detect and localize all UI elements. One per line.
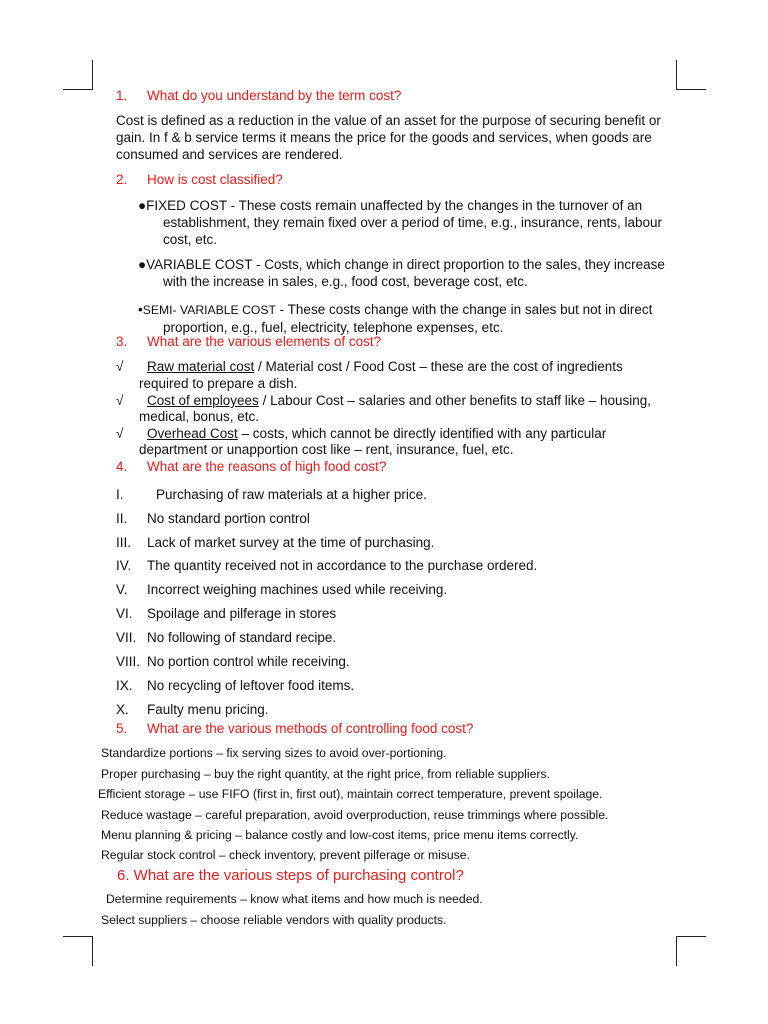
reason-text: Purchasing of raw materials at a higher price. [156, 487, 427, 502]
roman-numeral: I. [116, 487, 124, 502]
element-term: Overhead Cost [147, 426, 238, 441]
question-1-answer: Cost is defined as a reduction in the value of an asset for the purpose of securing benefit or gain. In f & b service terms it means the price for the goods and services, when goods are consumed and services are rendered. [116, 113, 661, 162]
roman-numeral: VIII. [116, 654, 141, 669]
check-mark-icon: √ [116, 426, 124, 441]
bullet-icon: ● [138, 198, 147, 213]
check-mark-icon: √ [116, 359, 124, 374]
roman-numeral: III. [116, 535, 132, 550]
element-line-1 [147, 359, 623, 374]
element-line-1 [147, 393, 651, 408]
reason-text: No portion control while receiving. [147, 654, 350, 669]
reason-text: Faulty menu pricing. [147, 702, 269, 717]
reason-item [116, 535, 434, 550]
question-text: How is cost classified? [147, 172, 283, 187]
class-lead-small: SEMI- VARIABLE COST [142, 303, 276, 317]
roman-numeral: V. [116, 582, 128, 597]
reason-text: The quantity received not in accordance to the purchase ordered. [147, 558, 538, 573]
bullet-icon: • [138, 302, 143, 317]
roman-numeral: II. [116, 511, 128, 526]
crop-mark-bottom-right-h [676, 936, 706, 937]
question-3 [116, 334, 381, 349]
question-text: What are the various elements of cost? [147, 334, 382, 349]
element-line-1 [147, 426, 606, 441]
reason-item [116, 678, 354, 693]
roman-numeral: VII. [116, 630, 137, 645]
element-desc: – costs, which cannot be directly identified with any particular [237, 426, 607, 441]
question-text: What are the various methods of controlling food cost? [147, 721, 474, 736]
reason-item [116, 558, 537, 573]
question-1 [116, 88, 401, 103]
question-number: 1. [116, 88, 128, 103]
class-continuation: establishment, they remain fixed over a period of time, e.g., insurance, rents, labour cost, etc. [163, 215, 663, 247]
question-number: 5. [116, 721, 128, 736]
reason-item [116, 487, 427, 502]
reason-item [116, 630, 336, 645]
element-line-2: medical, bonus, etc. [139, 409, 260, 424]
crop-mark-bottom-right-v [676, 936, 677, 966]
question-6: 6. What are the various steps of purchasing control? [117, 867, 464, 884]
reason-item [116, 606, 336, 621]
element-term: Cost of employees [147, 393, 259, 408]
reason-text: No following of standard recipe. [147, 630, 337, 645]
roman-numeral: IV. [116, 558, 132, 573]
question-5 [116, 721, 473, 736]
step-item: Select suppliers – choose reliable vendors with quality products. [101, 913, 447, 927]
class-lead: - These costs change with the change in sales but not in direct [275, 302, 653, 317]
step-item: Determine requirements – know what items and how much is needed. [106, 892, 483, 906]
reason-item [116, 702, 269, 717]
method-item: Reduce wastage – careful preparation, avoid overproduction, reuse trimmings where possible. [101, 808, 609, 822]
question-2 [116, 172, 283, 187]
class-lead: FIXED COST - These costs remain unaffected by the changes in the turnover of an [146, 198, 643, 213]
method-item: Menu planning & pricing – balance costly and low-cost items, price menu items correctly. [101, 828, 579, 842]
element-line-2: required to prepare a dish. [139, 376, 298, 391]
class-continuation: with the increase in sales, e.g., food cost, beverage cost, etc. [163, 274, 528, 289]
crop-mark-top-left-h [63, 89, 93, 90]
crop-mark-top-right-h [676, 89, 706, 90]
element-desc: / Labour Cost – salaries and other benefits to staff like – housing, [258, 393, 652, 408]
class-continuation: proportion, e.g., fuel, electricity, telephone expenses, etc. [163, 320, 504, 335]
method-item: Regular stock control – check inventory, prevent pilferage or misuse. [101, 848, 470, 862]
crop-mark-bottom-left-h [63, 936, 93, 937]
reason-text: Lack of market survey at the time of purchasing. [147, 535, 435, 550]
method-item: Proper purchasing – buy the right quantity, at the right price, from reliable suppliers. [101, 767, 550, 781]
reason-text: Incorrect weighing machines used while receiving. [147, 582, 448, 597]
roman-numeral: IX. [116, 678, 133, 693]
crop-mark-top-right-v [676, 60, 677, 90]
class-lead: VARIABLE COST - Costs, which change in direct proportion to the sales, they increase [146, 257, 665, 272]
reason-item [116, 511, 310, 526]
roman-numeral: X. [116, 702, 129, 717]
crop-mark-top-left-v [92, 60, 93, 90]
method-item: Efficient storage – use FIFO (first in, first out), maintain correct temperature, prevent spoilage. [98, 787, 603, 801]
cost-class-fixed [138, 197, 668, 248]
question-text: What are the reasons of high food cost? [147, 459, 387, 474]
reason-text: No standard portion control [147, 511, 310, 526]
question-4 [116, 459, 386, 474]
cost-class-variable [138, 256, 668, 290]
bullet-icon: ● [138, 257, 147, 272]
reason-text: Spoilage and pilferage in stores [147, 606, 337, 621]
question-text: What do you understand by the term cost? [147, 88, 402, 103]
reason-item [116, 582, 447, 597]
method-item: Standardize portions – fix serving sizes to avoid over-portioning. [101, 746, 447, 760]
question-number: 3. [116, 334, 128, 349]
check-mark-icon: √ [116, 393, 124, 408]
element-term: Raw material cost [147, 359, 255, 374]
element-desc: / Material cost / Food Cost – these are the cost of ingredients [254, 359, 623, 374]
reason-item [116, 654, 350, 669]
element-line-2: department or unapportion cost like – rent, insurance, fuel, etc. [139, 442, 514, 457]
crop-mark-bottom-left-v [92, 936, 93, 966]
cost-class-semi-variable [138, 301, 668, 336]
roman-numeral: VI. [116, 606, 133, 621]
reason-text: No recycling of leftover food items. [147, 678, 355, 693]
question-number: 2. [116, 172, 128, 187]
question-number: 4. [116, 459, 128, 474]
